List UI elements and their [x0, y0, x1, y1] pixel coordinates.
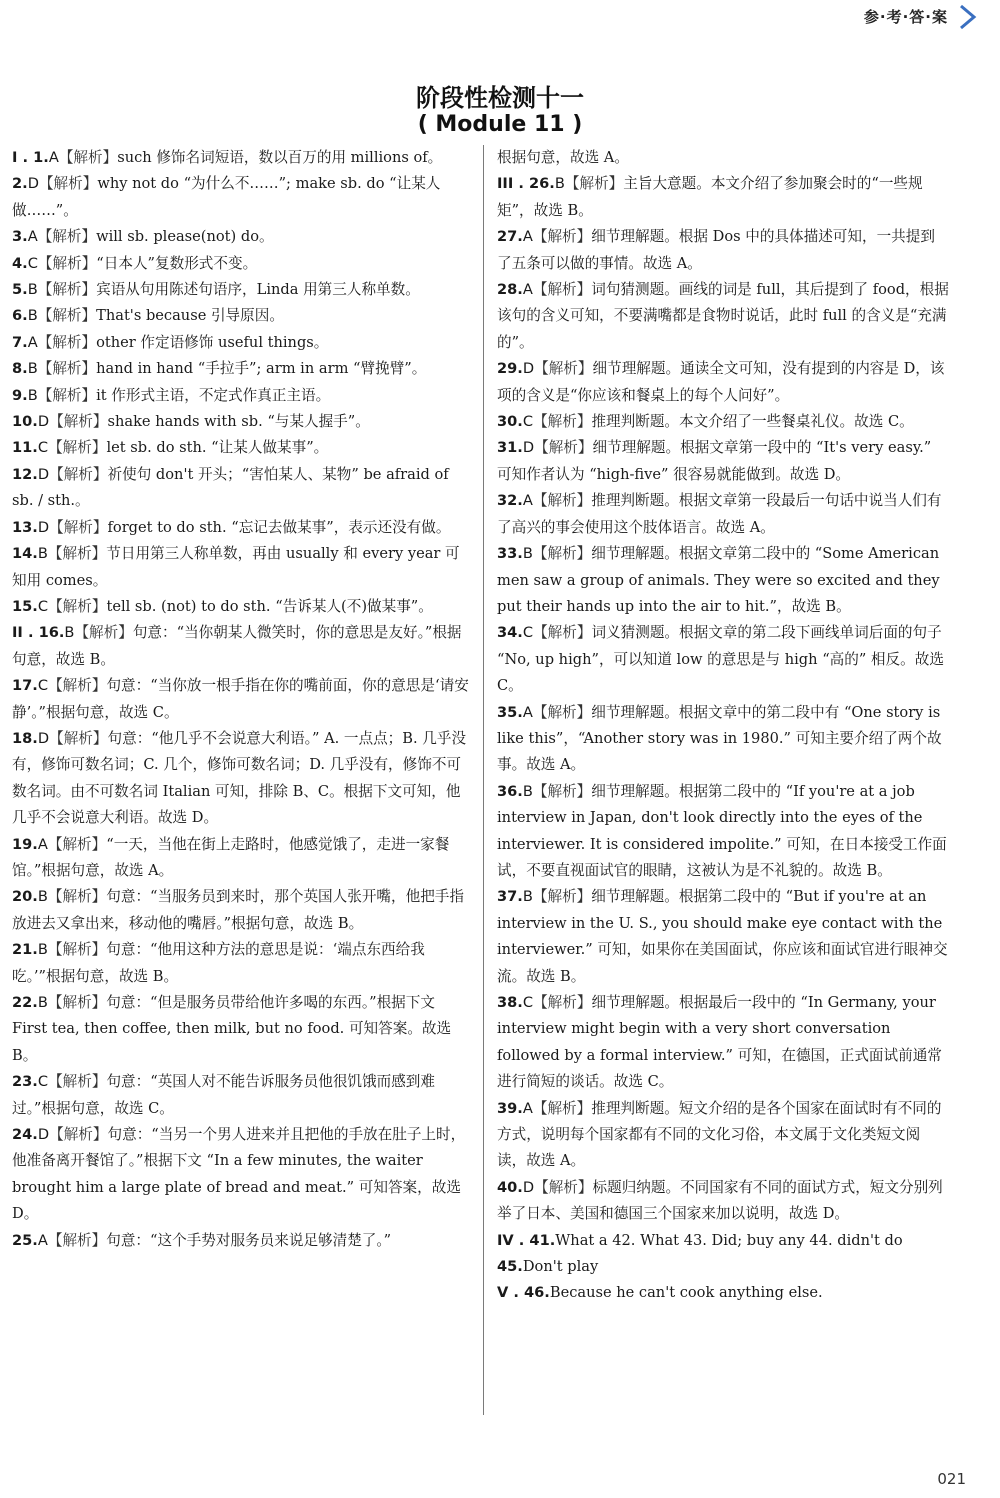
answer-item	[12, 171, 469, 224]
answer-item	[12, 990, 469, 1069]
answer-text: other 作定语修饰 useful things。	[96, 333, 329, 351]
answer-text: it 作形式主语，不定式作真正主语。	[96, 386, 331, 404]
answer-text: What a 42. What 43. Did; buy any 44. didn't do	[555, 1231, 903, 1249]
answer-item	[12, 726, 469, 832]
answer-ans: A	[27, 333, 38, 351]
answer-num: 31.	[497, 439, 523, 457]
answer-item	[12, 1122, 469, 1228]
answer-num: 12.	[12, 465, 38, 483]
answer-item	[12, 515, 469, 541]
answer-item	[12, 303, 469, 329]
answer-num: III . 26.	[497, 175, 555, 193]
chevron-right-icon	[954, 4, 980, 30]
answer-text: 细节理解题。根据第二段中的 “If you're at a job interview in Japan, don't look directly into the eyes of the interviewer. It is considered impolite.” 可知，在日本接受工作面试，不要直视面试官的眼睛，这被认为是不礼貌的。故选 B。	[497, 782, 947, 879]
answer-text: 词义猜测题。根据文章的第二段下画线单词后面的句子 “No, up high”，可以知道 low 的意思是与 high “高的” 相反。故选 C。	[497, 624, 944, 695]
answer-tag: 【解析】	[49, 1126, 108, 1144]
answer-text: 细节理解题。根据文章第一段中的 “It's very easy.” 可知作者认为 “high-five” 很容易就能做到。故选 D。	[497, 439, 932, 483]
answer-text: hand in hand “手拉手”; arm in arm “臂挽臂”。	[96, 360, 427, 378]
answer-tag: 【解析】	[58, 149, 118, 166]
answer-num: 37.	[497, 888, 523, 906]
answer-num: 19.	[12, 835, 38, 853]
answer-ans: A	[27, 228, 38, 246]
answer-tag: 【解析】	[533, 624, 592, 642]
answer-ans: B	[522, 888, 533, 906]
answer-text: “一天，当他在街上走路时，他感觉饿了，走进一家餐馆。”根据句意，故选 A。	[12, 835, 450, 879]
answer-tag: 【解析】	[532, 492, 592, 510]
answer-text: 细节理解题。根据文章第二段中的 “Some American men saw a group of animals. They were so excited and they put their hands up into the air to hit.”，故选 B。	[497, 545, 940, 615]
answer-tag: 【解析】	[47, 545, 107, 563]
answer-tag: 【解析】	[48, 597, 107, 615]
answer-item	[497, 1280, 949, 1306]
answer-tag: 【解析】	[48, 439, 107, 457]
answer-ans: A	[522, 492, 533, 510]
answer-num: 7.	[12, 333, 28, 351]
answer-item	[497, 171, 949, 224]
answer-tag: 【解析】	[47, 994, 107, 1011]
answer-tag: 【解析】	[37, 281, 97, 299]
answer-text: 词句猜测题。画线的词是 full，其后提到了 food，根据该句的含义可知，不要满嘴都是食物时说话，此时 full 的含义是“充满的”。	[497, 281, 949, 351]
answer-ans: D	[522, 439, 535, 457]
answer-text: 祈使句 don't 开头；“害怕某人、某物” be afraid of sb. / sth.。	[12, 465, 449, 510]
answer-num: 28.	[497, 281, 523, 299]
answer-item	[12, 330, 469, 356]
answer-text: will sb. please(not) do。	[96, 228, 274, 246]
answer-num: 33.	[497, 545, 523, 563]
answer-text: 句意：“当服务员到来时，那个英国人张开嘴，他把手指放进去又拿出来，移动他的嘴唇。”根据句意，故选 B。	[12, 888, 464, 932]
answer-num: 13.	[12, 518, 38, 536]
answer-num: 9.	[12, 386, 28, 404]
answer-ans: B	[37, 994, 48, 1011]
answer-ans: B	[27, 281, 38, 299]
answer-text: such 修饰名词短语，数以百万的用 millions of。	[117, 149, 443, 166]
answer-ans: D	[27, 175, 39, 193]
answer-num: 18.	[12, 729, 38, 747]
answer-tag: 【解析】	[532, 888, 592, 906]
answer-ans: C	[522, 624, 534, 642]
answer-num: 45.	[497, 1258, 523, 1276]
answer-ans: C	[37, 1073, 49, 1091]
answer-num: 40.	[497, 1178, 523, 1196]
answer-ans: B	[37, 941, 48, 959]
answer-num: 23.	[12, 1073, 38, 1091]
answer-ans: B	[37, 545, 48, 563]
answer-tag: 【解析】	[49, 518, 108, 536]
answer-ans: D	[37, 465, 50, 483]
answer-text: Because he can't cook anything else.	[549, 1284, 823, 1302]
answer-tag: 【解析】	[534, 439, 593, 457]
answer-item	[12, 620, 469, 673]
answer-num: 17.	[12, 677, 38, 695]
answer-tag: 【解析】	[532, 281, 592, 299]
answer-text: 句意：“他用这种方法的意思是说：‘端点东西给我吃。’”根据句意，故选 B。	[12, 941, 425, 985]
answer-text: why not do “为什么不……”; make sb. do “让某人做……”。	[12, 175, 441, 219]
answer-item	[12, 884, 469, 937]
answer-ans: A	[522, 1099, 533, 1117]
answer-ans: C	[27, 254, 38, 272]
answer-ans: D	[522, 1178, 535, 1196]
answer-item	[497, 356, 949, 409]
section-header-label: 参·考·答·案	[863, 8, 948, 26]
answer-item	[497, 435, 949, 488]
answer-ans: C	[522, 994, 534, 1011]
left-column	[12, 145, 469, 1254]
answer-tag: 【解析】	[37, 360, 97, 378]
page-title: 阶段性检测十一	[416, 84, 584, 112]
column-divider	[483, 145, 484, 1415]
answer-text: 节日用第三人称单数，再由 usually 和 every year 可知用 comes。	[12, 545, 460, 589]
answer-item	[12, 462, 469, 515]
answer-tag: 【解析】	[532, 545, 592, 563]
answer-num: 34.	[497, 624, 523, 642]
answer-text: “日本人”复数形式不变。	[96, 254, 258, 272]
answer-item	[12, 383, 469, 409]
answer-tag: 【解析】	[532, 703, 592, 721]
answer-num: 24.	[12, 1126, 38, 1144]
answer-text: 句意：“但是服务员带给他许多喝的东西。”根据下文 First tea, then coffee, then milk, but no food. 可知答案。故选 B。	[12, 994, 452, 1064]
answer-text: 推理判断题。短文介绍的是各个国家在面试时有不同的方式，说明每个国家都有不同的文化习俗，本文属于文化类短文阅读，故选 A。	[497, 1099, 942, 1170]
answer-num: 8.	[12, 360, 28, 378]
answer-num: 35.	[497, 703, 523, 721]
answer-text: forget to do sth. “忘记去做某事”，表示还没有做。	[107, 518, 451, 536]
answer-text: That's because 引导原因。	[96, 307, 284, 325]
answer-tag: 【解析】	[48, 677, 107, 695]
answer-tag: 【解析】	[534, 360, 593, 378]
answer-tag: 【解析】	[564, 175, 624, 193]
answer-tag: 【解析】	[37, 254, 97, 272]
answer-item	[12, 1069, 469, 1122]
answer-text: tell sb. (not) to do sth. “告诉某人(不)做某事”。	[106, 597, 433, 615]
answer-tag: 【解析】	[532, 228, 592, 246]
answer-text: 句意：“当另一个男人进来并且把他的手放在肚子上时，他准备离开餐馆了。”根据下文 “In a few minutes, the waiter brought him a large plate of bread and meat.” 可知答案，故选 D。	[12, 1126, 466, 1223]
answer-ans: C	[37, 677, 49, 695]
answer-text: let sb. do sth. “让某人做某事”。	[106, 439, 329, 457]
answer-item	[12, 277, 469, 303]
answer-ans: A	[522, 703, 533, 721]
answer-num: 29.	[497, 360, 523, 378]
answer-num: 15.	[12, 597, 38, 615]
answer-ans: B	[27, 360, 38, 378]
answer-tag: 【解析】	[37, 228, 97, 246]
answer-item	[12, 673, 469, 726]
answer-text: Don't play	[522, 1258, 599, 1276]
answer-item	[497, 700, 949, 779]
answer-tag: 【解析】	[47, 941, 107, 959]
answer-ans: B	[64, 624, 75, 642]
answer-num: 14.	[12, 545, 38, 563]
answer-text: 细节理解题。通读全文可知，没有提到的内容是 D，该项的含义是“你应该和餐桌上的每个人问好”。	[497, 360, 945, 404]
answer-text: 根据句意，故选 A。	[497, 149, 629, 166]
answer-tag: 【解析】	[533, 413, 592, 431]
answer-text: 主旨大意题。本文介绍了参加聚会时的“一些规矩”，故选 B。	[497, 175, 923, 219]
answer-ans: C	[37, 439, 49, 457]
answer-item	[12, 541, 469, 594]
answer-ans: B	[554, 175, 565, 193]
answer-num: 3.	[12, 228, 28, 246]
answer-item	[497, 990, 949, 1096]
answer-tag: 【解析】	[37, 386, 97, 404]
answer-item	[497, 1254, 949, 1280]
answer-item	[497, 277, 949, 356]
answer-text: 细节理解题。根据 Dos 中的具体描述可知，一共提到了五条可以做的事情。故选 A。	[497, 228, 935, 272]
answer-ans: C	[37, 597, 49, 615]
answer-ans: B	[37, 888, 48, 906]
answer-num: 4.	[12, 254, 28, 272]
answer-tag: 【解析】	[49, 465, 108, 483]
answer-ans: D	[37, 729, 50, 747]
answer-num: 21.	[12, 941, 38, 959]
answer-ans: D	[37, 413, 50, 431]
answer-text: 句意：“他几乎不会说意大利语。” A. 一点点；B. 几乎没有，修饰可数名词；C. 几个，修饰可数名词；D. 几乎没有，修饰不可数名词。由不可数名词 Italian 可知，排除 B、C。根据下文可知，他几乎不会说意大利语。故选 D。	[12, 729, 467, 827]
answer-item	[12, 356, 469, 382]
answer-text: 句意：“当你朝某人微笑时，你的意思是友好。”根据句意，故选 B。	[12, 624, 462, 668]
answer-ans: A	[48, 149, 59, 166]
answer-item	[12, 409, 469, 435]
answer-text: 宾语从句用陈述句语序，Linda 用第三人称单数。	[96, 281, 420, 299]
answer-ans: D	[37, 518, 50, 536]
answer-ans: B	[27, 307, 38, 325]
answer-text: 句意：“英国人对不能告诉服务员他很饥饿而感到难过。”根据句意，故选 C。	[12, 1073, 435, 1117]
answer-num: 20.	[12, 888, 38, 906]
answer-ans: A	[37, 835, 48, 853]
answer-num: 27.	[497, 228, 523, 246]
answer-tag: 【解析】	[37, 333, 97, 351]
answer-ans: B	[522, 545, 533, 563]
answer-tag: 【解析】	[47, 835, 107, 853]
answer-ans: D	[37, 1126, 50, 1144]
answer-item	[12, 832, 469, 885]
answer-text: 标题归纳题。不同国家有不同的面试方式，短文分别列举了日本、美国和德国三个国家来加以说明，故选 D。	[497, 1178, 943, 1223]
answer-num: 11.	[12, 439, 38, 457]
answer-text: 细节理解题。根据第二段中的 “But if you're at an interview in the U. S., you should make eye contact with the interviewer.” 可知，如果你在美国面试，你应该和面试官进行眼神交流。故选 B。	[497, 888, 948, 985]
answer-num: 5.	[12, 281, 28, 299]
answer-item	[12, 1228, 469, 1254]
answer-text: shake hands with sb. “与某人握手”。	[107, 413, 370, 431]
answer-item	[497, 779, 949, 885]
answer-item	[497, 409, 949, 435]
answer-text: 推理判断题。根据文章第一段最后一句话中说当人们有了高兴的事会使用这个肢体语言。故选 A。	[497, 492, 942, 536]
answer-num: IV . 41.	[497, 1231, 556, 1249]
answer-ans: B	[522, 782, 533, 800]
answer-num: 25.	[12, 1231, 38, 1249]
answer-tag: 【解析】	[48, 1073, 107, 1091]
answer-tag: 【解析】	[37, 307, 97, 325]
answer-item	[12, 435, 469, 461]
answer-text: 句意：“当你放一根手指在你的嘴前面，你的意思是‘请安静’。”根据句意，故选 C。	[12, 677, 469, 721]
answer-num: II . 16.	[12, 624, 65, 642]
answer-num: 38.	[497, 994, 523, 1011]
right-column	[497, 145, 949, 1307]
answer-tag: 【解析】	[534, 1178, 593, 1196]
answer-item	[497, 1096, 949, 1175]
page-number: 021	[937, 1470, 966, 1488]
answer-item	[497, 620, 949, 699]
answer-item	[497, 488, 949, 541]
answer-num: 36.	[497, 782, 523, 800]
answer-num: 10.	[12, 413, 38, 431]
answer-ans: A	[522, 228, 533, 246]
answer-num: 32.	[497, 492, 523, 510]
answer-ans: D	[522, 360, 535, 378]
answer-tag: 【解析】	[47, 888, 107, 906]
page-subtitle: ( Module 11 )	[417, 112, 583, 137]
answer-item	[497, 1175, 949, 1228]
answer-num: 2.	[12, 175, 28, 193]
answer-num: 30.	[497, 413, 523, 431]
answer-tag: 【解析】	[49, 413, 108, 431]
answer-tag: 【解析】	[38, 175, 98, 193]
answer-ans: B	[27, 386, 38, 404]
answer-text: 细节理解题。根据文章中的第二段中有 “One story is like this”，“Another story was in 1980.” 可知主要介绍了两个故事。故选 A。	[497, 703, 942, 774]
answer-text: 句意：“这个手势对服务员来说足够清楚了。”	[106, 1231, 392, 1249]
answer-item	[12, 594, 469, 620]
answer-item	[12, 224, 469, 250]
answer-item	[497, 1228, 949, 1254]
answer-tag: 【解析】	[533, 994, 592, 1011]
answer-ans: A	[37, 1231, 48, 1249]
answer-item	[12, 251, 469, 277]
answer-tag: 【解析】	[49, 729, 108, 747]
answer-item	[12, 937, 469, 990]
answer-num: 39.	[497, 1099, 523, 1117]
answer-tag: 【解析】	[47, 1231, 107, 1249]
answer-item	[497, 224, 949, 277]
answer-item	[12, 145, 469, 171]
answer-item	[497, 145, 949, 171]
answer-tag: 【解析】	[74, 624, 133, 642]
answer-num: 6.	[12, 307, 28, 325]
answer-ans: A	[522, 281, 533, 299]
answer-item	[497, 541, 949, 620]
answer-ans: C	[522, 413, 534, 431]
answer-num: I . 1.	[12, 149, 49, 166]
answer-tag: 【解析】	[532, 782, 592, 800]
answer-num: V . 46.	[497, 1284, 550, 1302]
answer-text: 推理判断题。本文介绍了一些餐桌礼仪。故选 C。	[591, 413, 914, 431]
answer-num: 22.	[12, 994, 38, 1011]
answer-item	[497, 884, 949, 990]
answer-tag: 【解析】	[532, 1099, 592, 1117]
answer-text: 细节理解题。根据最后一段中的 “In Germany, your interview might begin with a very short conversation followed by a formal interview.” 可知，在德国，正式面试前通常进行简短的谈话。故选 C。	[497, 994, 942, 1091]
